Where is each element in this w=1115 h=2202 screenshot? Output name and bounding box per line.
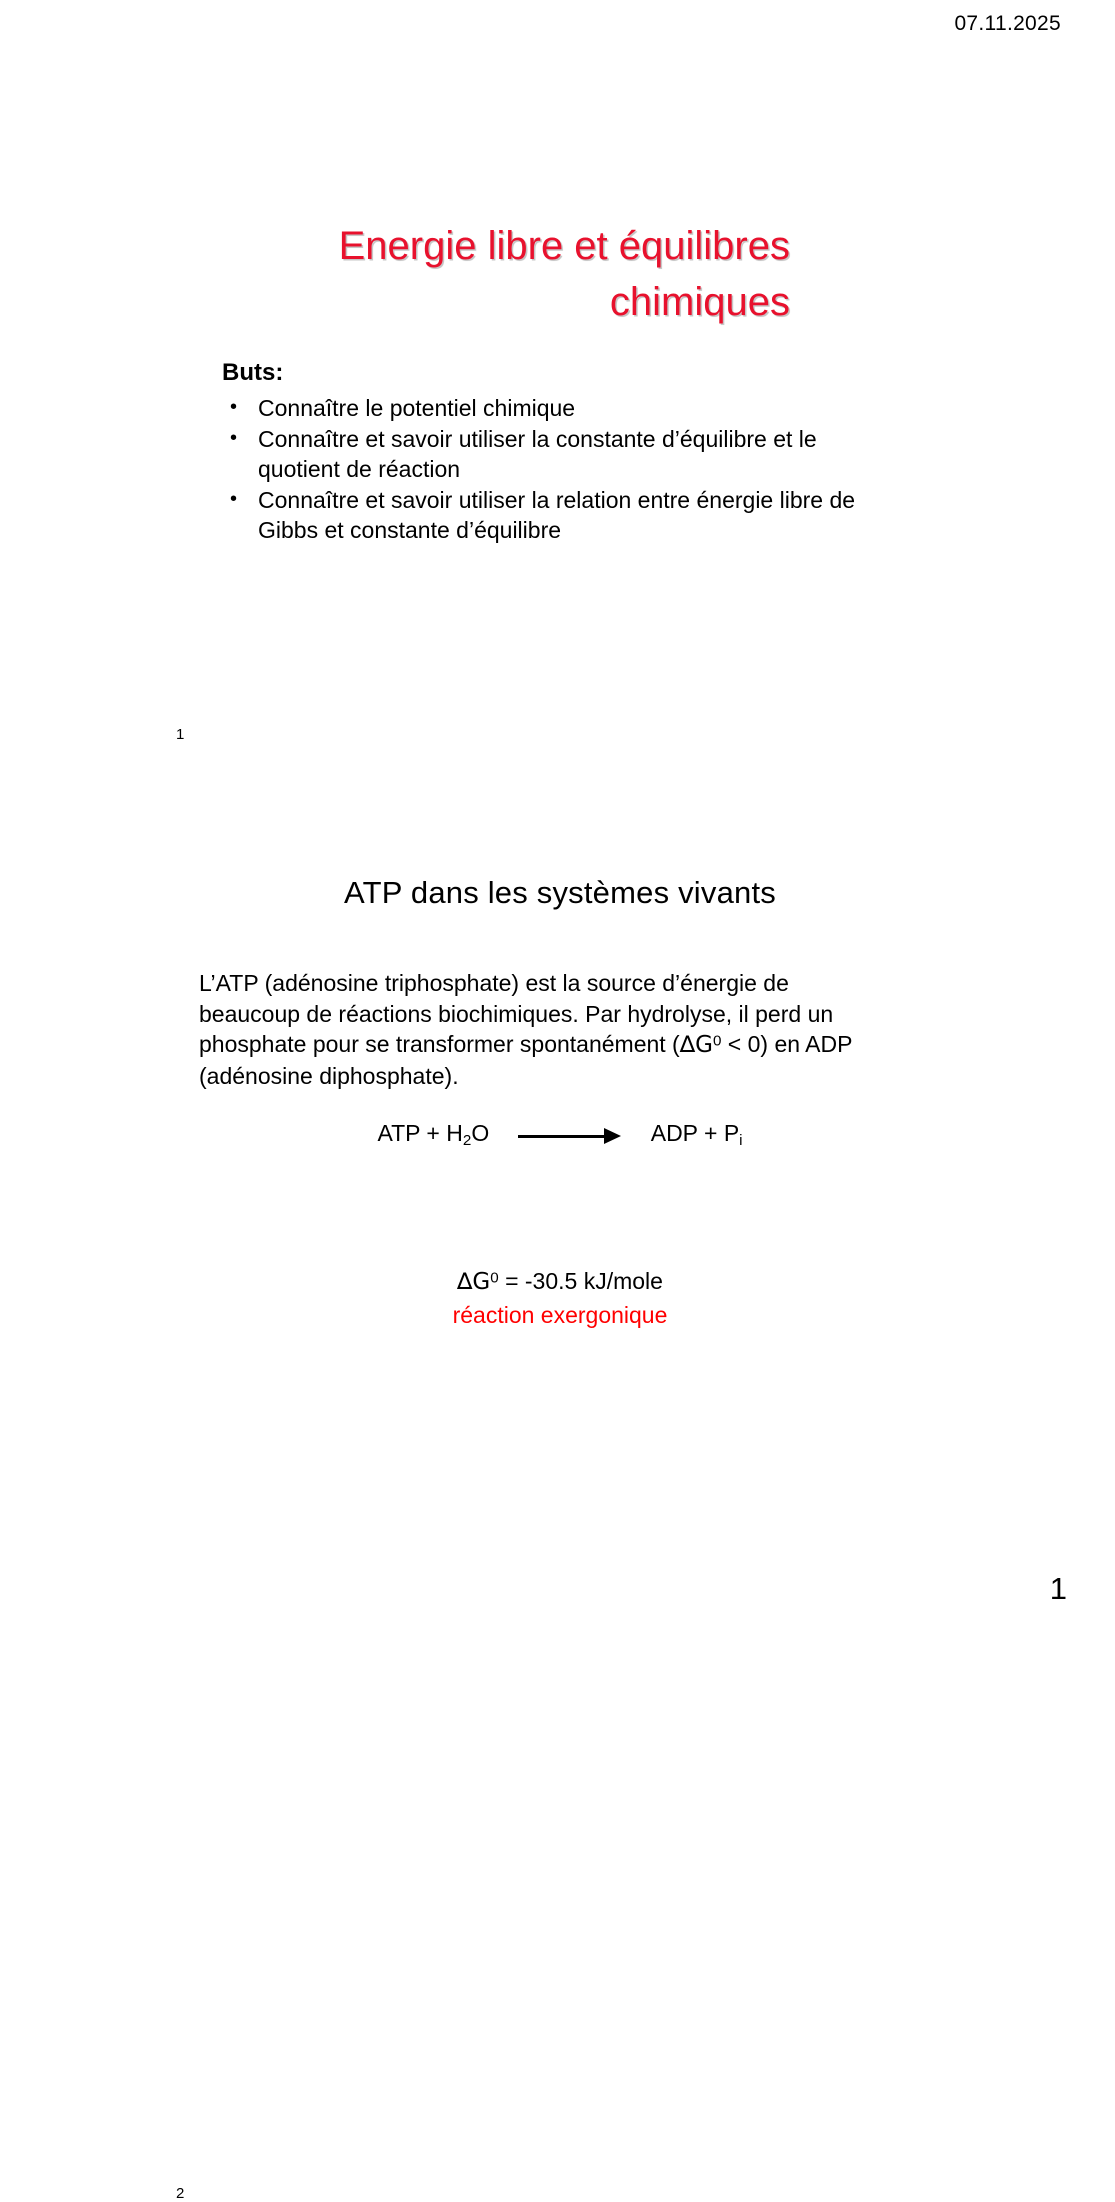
reactant-atp: ATP + H [377, 1120, 463, 1146]
slide-number-1: 1 [176, 726, 185, 743]
delta-g-superscript: 0 [490, 1269, 499, 1287]
list-item: • Connaître et savoir utiliser la relation entre énergie libre de Gibbs et constante d’équilibre [222, 486, 882, 546]
body-text-part-2: < 0) en ADP (adénosine diphosphate). [199, 1031, 853, 1089]
slide-2-body-paragraph [199, 968, 867, 1091]
delta-g-value: = -30.5 kJ/mole [498, 1268, 663, 1294]
product-phosphate-subscript: i [739, 1131, 743, 1149]
delta-g-symbol-inline: ∆G [679, 1032, 713, 1059]
page-number: 1 [1049, 1571, 1067, 1606]
arrow-right-icon [512, 1124, 630, 1146]
chemical-reaction-equation [180, 1120, 940, 1149]
delta-g-superscript-inline: 0 [712, 1032, 722, 1050]
slide-1-title [290, 218, 790, 330]
arrow-head [604, 1128, 621, 1144]
reactant-water-subscript: 2 [462, 1131, 472, 1149]
delta-g-value-line [180, 1268, 940, 1295]
slide-number-2: 2 [176, 2185, 185, 2202]
slide-2 [0, 790, 1115, 2202]
slide-1-title-line-2: chimiques [609, 280, 790, 324]
product-adp: ADP + P [650, 1120, 740, 1146]
list-item: • Connaître et savoir utiliser la constante d’équilibre et le quotient de réaction [222, 425, 882, 485]
goals-heading: Buts: [222, 359, 284, 386]
delta-g-symbol: ∆G [457, 1269, 491, 1295]
body-text-part-1: L’ATP (adénosine triphosphate) est la source d’énergie de beaucoup de réactions biochimiques. Par hydrolyse, il perd un phosphate pour se transformer spontanément ( [199, 970, 834, 1058]
list-item: • Connaître le potentiel chimique [222, 394, 882, 424]
goals-list [222, 394, 882, 545]
goals-block [222, 358, 882, 546]
document-date: 07.11.2025 [954, 12, 1061, 35]
reactant-water-tail: O [471, 1120, 490, 1146]
arrow-shaft [518, 1135, 610, 1138]
slide-1 [0, 0, 1115, 790]
slide-2-title: ATP dans les systèmes vivants [344, 875, 776, 910]
slide-1-title-line-1: Energie libre et équilibres [338, 224, 790, 268]
reaction-type-label: réaction exergonique [452, 1302, 668, 1328]
